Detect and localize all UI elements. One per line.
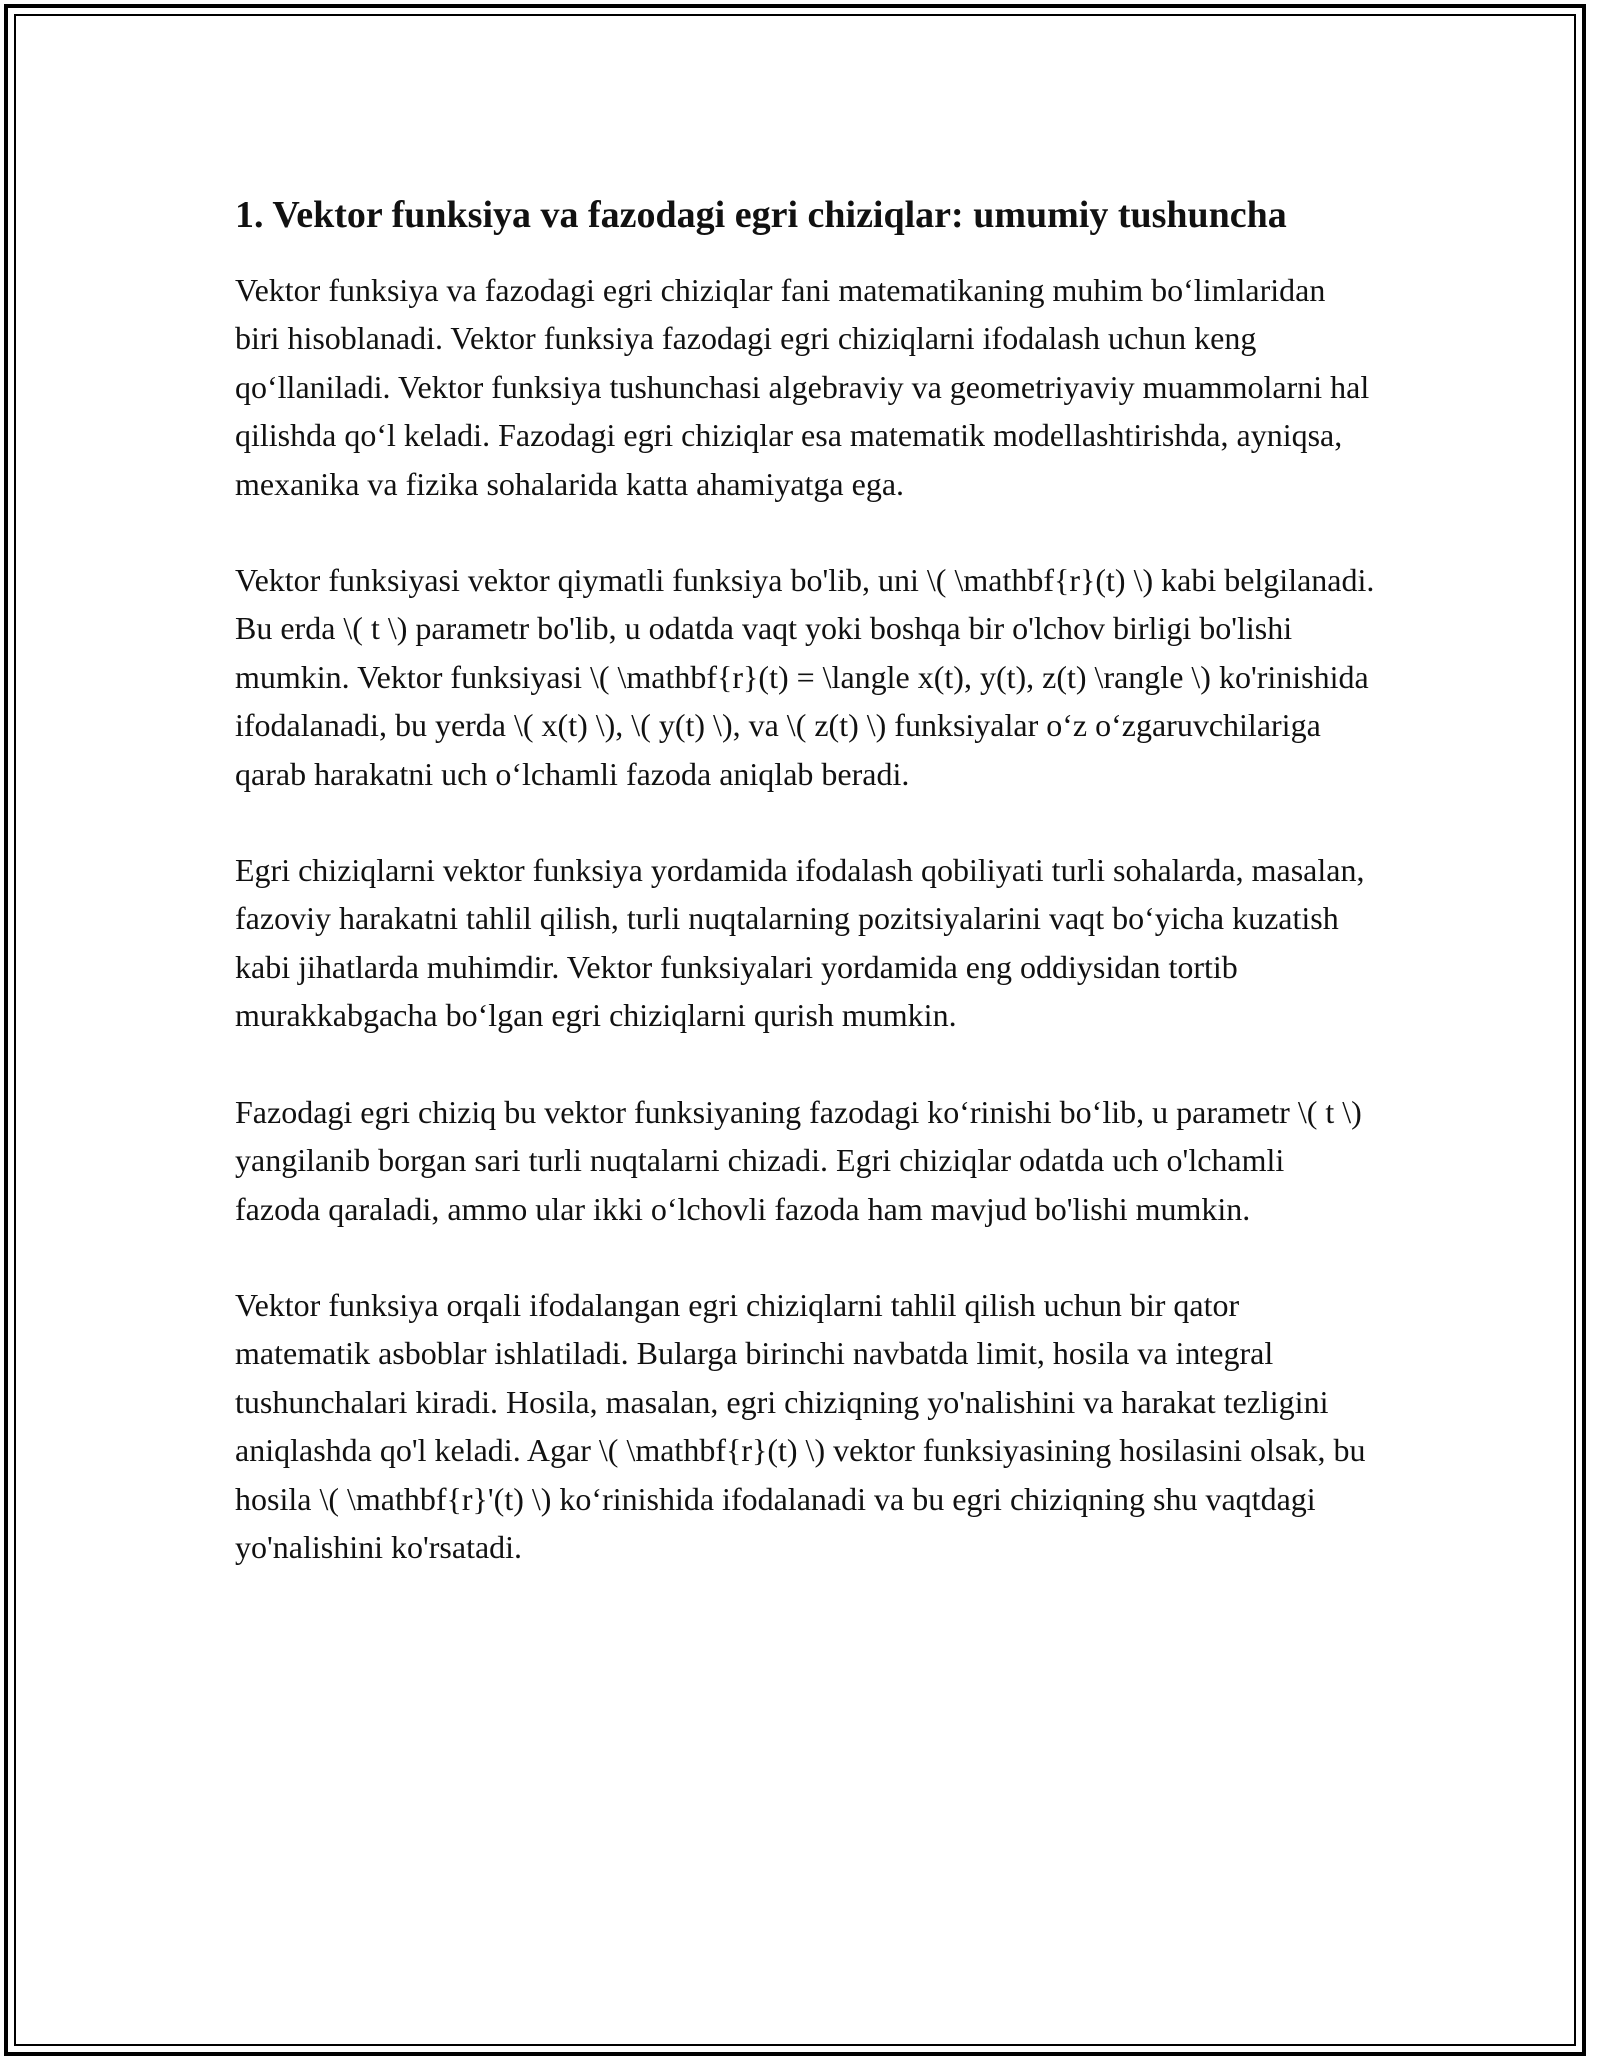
paragraph-5: Vektor funksiya orqali ifodalangan egri chiziqlarni tahlil qilish uchun bir qator matematik asboblar ishlatiladi. Bularga birinchi navbatda limit, hosila va integral tushunchalari kiradi. Hosila, masalan, egri chiziqning yo'nalishini va harakat tezligini aniqlashda qo'l keladi. Agar \( \mathbf{r}(t) \) vektor funksiyasining hosilasini olsak, bu hosila \( \mathbf{r}'(t) \) ko‘rinishida ifodalanadi va bu egri chiziqning shu vaqtdagi yo'nalishini ko'rsatadi.	[235, 1286, 1366, 1565]
section-heading: 1. Vektor funksiya va fazodagi egri chiziqlar: umumiy tushuncha	[235, 194, 1287, 236]
paragraph-2: Vektor funksiyasi vektor qiymatli funksiya bo'lib, uni \( \mathbf{r}(t) \) kabi belgilanadi. Bu erda \( t \) parametr bo'lib, u odatda vaqt yoki boshqa bir o'lchov birligi bo'lishi mumkin. Vektor funksiyasi \( \mathbf{r}(t) = \langle x(t), y(t), z(t) \rangle \) ko'rinishida ifodalanadi, bu yerda \( x(t) \), \( y(t) \), va \( z(t) \) funksiyalar o‘z o‘zgaruvchilariga qarab harakatni uch o‘lchamli fazoda aniqlab beradi.	[235, 562, 1375, 792]
paragraph-4: Fazodagi egri chiziq bu vektor funksiyaning fazodagi ko‘rinishi bo‘lib, u parametr \( t \) yangilanib borgan sari turli nuqtalarni chizadi. Egri chiziqlar odatda uch o'lchamli fazoda qaraladi, ammo ular ikki o‘lchovli fazoda ham mavjud bo'lishi mumkin.	[235, 1093, 1362, 1227]
paragraph-1: Vektor funksiya va fazodagi egri chiziqlar fani matematikaning muhim bo‘limlaridan biri hisoblanadi. Vektor funksiya fazodagi egri chiziqlarni ifodalash uchun keng qo‘llaniladi. Vektor funksiya tushunchasi algebraviy va geometriyaviy muammolarni hal qilishda qo‘l keladi. Fazodagi egri chiziqlar esa matematik modellashtirishda, ayniqsa, mexanika va fizika sohalarida katta ahamiyatga ega.	[235, 272, 1370, 502]
paragraph-3: Egri chiziqlarni vektor funksiya yordamida ifodalash qobiliyati turli sohalarda, masalan, fazoviy harakatni tahlil qilish, turli nuqtalarning pozitsiyalarini vaqt bo‘yicha kuzatish kabi jihatlarda muhimdir. Vektor funksiyalari yordamida eng oddiysidan tortib murakkabgacha bo‘lgan egri chiziqlarni qurish mumkin.	[235, 852, 1365, 1034]
document-body	[235, 188, 1375, 1619]
